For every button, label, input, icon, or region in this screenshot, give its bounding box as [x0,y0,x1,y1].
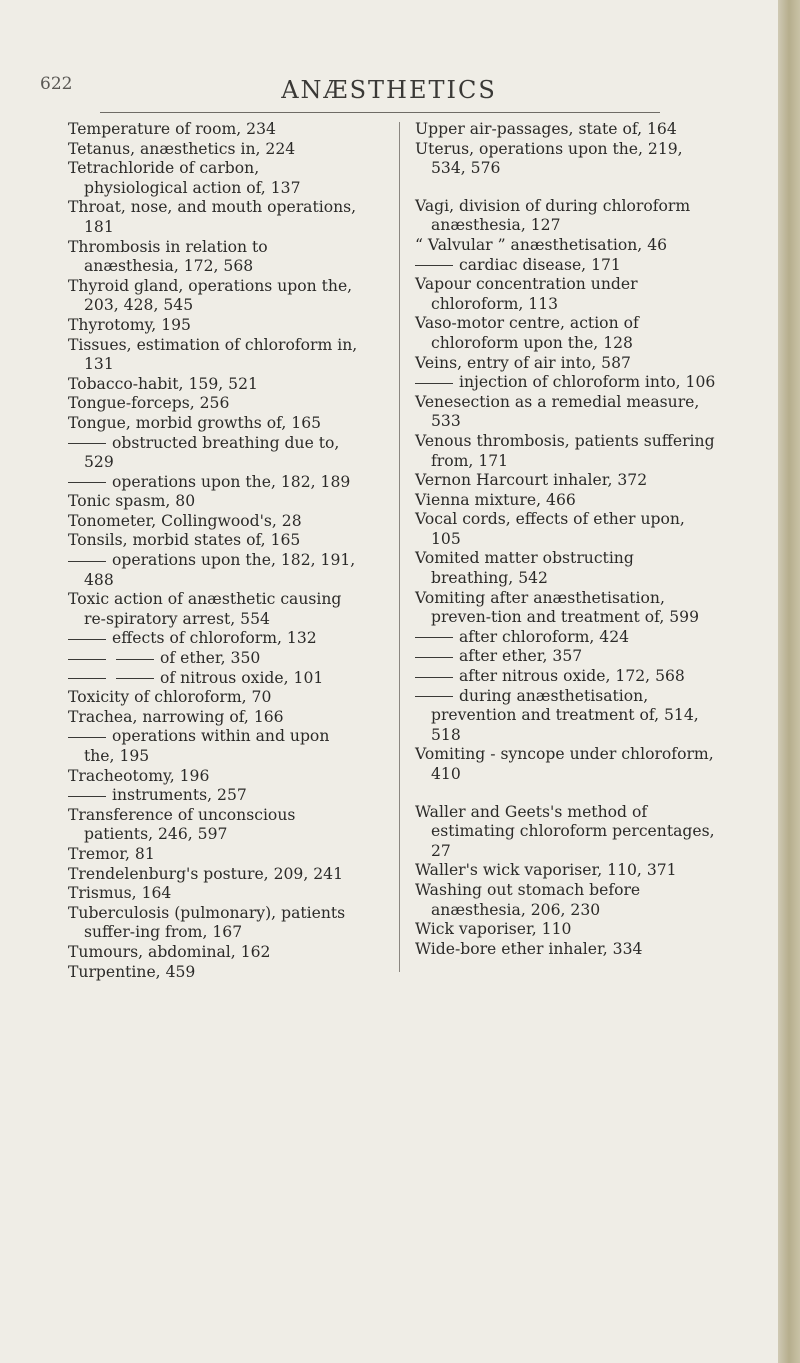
index-entry-text: Tuberculosis (pulmonary), patients suffer-ing from, 167 [68,903,346,942]
index-entry [68,316,358,336]
index-entry-text: Tissues, estimation of chloroform in, 131 [68,335,358,374]
index-entry [68,159,358,198]
index-entry-text: Tongue, morbid growths of, 165 [68,413,322,432]
index-entry-text: Vernon Harcourt inhaler, 372 [415,471,648,490]
ditto-dash [68,443,106,444]
index-entry [68,414,358,434]
ditto-dash [415,265,453,266]
index-entry [68,120,358,140]
index-entry-text: of ether, 350 [160,649,261,668]
index-entry-text: Tracheotomy, 196 [68,766,210,785]
index-subentry [415,647,719,667]
index-entry-text: operations upon the, 182, 189 [112,472,351,491]
index-entry-text: after chloroform, 424 [459,627,630,646]
index-entry-text: of nitrous oxide, 101 [160,668,324,687]
index-entry-text: obstructed breathing due to, 529 [84,433,340,472]
index-entry-text: Vocal cords, effects of ether upon, 105 [415,510,685,548]
index-subentry [415,628,719,648]
index-entry-text: Tetrachloride of carbon, physiological action of, 137 [68,159,301,197]
index-entry-text: Turpentine, 459 [68,962,196,981]
running-head: ANÆSTHETICS [281,76,497,104]
index-subentry [415,256,719,276]
index-entry-text: Trachea, narrowing of, 166 [68,707,284,726]
index-entry-text: Transference of unconscious patients, 246, 597 [68,805,296,844]
index-entry [68,845,358,865]
ditto-dash [68,561,106,562]
index-subentry [68,649,358,669]
index-entry-text: Tobacco-habit, 159, 521 [68,374,258,393]
index-entry [68,512,358,532]
ditto-dash [68,639,106,640]
index-entry [415,314,719,353]
index-entry [415,354,719,374]
index-entry [415,140,719,179]
index-entry-text: Vomiting - syncope under chloroform, 410 [415,745,714,783]
ditto-dash [415,657,453,658]
index-entry [415,881,719,920]
ditto-dash [415,696,453,697]
index-entry [68,492,358,512]
index-entry [415,920,719,940]
index-subentry [68,669,358,689]
index-entry [68,198,358,237]
index-entry-text: during anæsthetisation, prevention and treatment of, 514, 518 [431,686,699,744]
index-entry [68,375,358,395]
index-entry [68,140,358,160]
index-entry-text: Vaso-motor centre, action of chloroform upon the, 128 [415,314,639,352]
index-entry [68,708,358,728]
index-entry-text: cardiac disease, 171 [459,255,621,274]
index-entry-text: Toxic action of anæsthetic causing re-spiratory arrest, 554 [68,590,342,628]
index-entry-text: Throat, nose, and mouth operations, 181 [68,198,357,236]
index-entry [415,510,719,549]
index-entry-text: Tremor, 81 [68,844,155,863]
index-entry-text: Wick vaporiser, 110 [415,920,572,939]
ditto-dash [415,677,453,678]
index-entry-text: operations within and upon the, 195 [84,727,330,765]
index-subentry [68,727,358,766]
index-entry [68,767,358,787]
index-entry [415,197,719,236]
ditto-dash [68,659,106,660]
header-rule [100,112,660,113]
index-entry [415,589,719,628]
ditto-dash [68,796,106,797]
ditto-dash [116,678,154,679]
index-entry-text: Venous thrombosis, patients suffering from, 171 [415,431,715,470]
index-subentry [415,373,719,393]
index-entry [415,393,719,432]
index-entry-text: Vagi, division of during chloroform anæsthesia, 127 [415,196,691,235]
index-column-right [415,120,719,959]
index-entry [415,432,719,471]
index-entry-text: Vapour concentration under chloroform, 113 [415,275,638,313]
index-entry [415,275,719,314]
index-entry-text: Waller's wick vaporiser, 110, 371 [415,861,677,880]
index-entry [68,688,358,708]
index-entry-text: Upper air-passages, state of, 164 [415,120,677,138]
index-entry-text: operations upon the, 182, 191, 488 [84,551,356,589]
ditto-dash [68,482,106,483]
index-entry [68,943,358,963]
ditto-dash [68,737,106,738]
index-entry [68,590,358,629]
index-entry [415,803,719,862]
index-entry-text: Wide-bore ether inhaler, 334 [415,939,643,958]
index-subentry [68,473,358,493]
index-entry [68,865,358,885]
index-entry-text: effects of chloroform, 132 [112,629,317,648]
book-spine-edge [778,0,800,1363]
ditto-dash [68,678,106,679]
index-entry-text: Uterus, operations upon the, 219, 534, 576 [415,139,683,178]
index-entry-text: after ether, 357 [459,647,583,666]
index-subentry [68,629,358,649]
index-entry-text: instruments, 257 [112,786,247,805]
index-column-left [68,120,358,982]
index-entry-text: Toxicity of chloroform, 70 [68,688,272,707]
index-entry-text: Temperature of room, 234 [68,120,276,138]
index-entry-text: Washing out stomach before anæsthesia, 206, 230 [415,880,641,919]
index-entry [68,531,358,551]
index-entry-text: Tumours, abdominal, 162 [68,942,271,961]
index-entry-text: Vienna mixture, 466 [415,490,576,509]
index-entry-text: Veins, entry of air into, 587 [415,353,631,372]
column-divider [399,122,400,972]
index-entry-text: Vomiting after anæsthetisation, preven-tion and treatment of, 599 [415,588,700,627]
index-subentry [68,434,358,473]
index-entry [415,491,719,511]
index-subentry [415,687,719,746]
page-number: 622 [40,74,73,94]
index-entry [68,963,358,983]
index-entry [68,336,358,375]
index-entry-text: Trismus, 164 [68,884,172,903]
index-entry-text: Tongue-forceps, 256 [68,394,230,413]
index-entry-text: after nitrous oxide, 172, 568 [459,667,685,686]
index-entry-text: Thyroid gland, operations upon the, 203, 428, 545 [68,276,353,315]
index-entry [415,861,719,881]
index-entry [68,884,358,904]
ditto-dash [415,383,453,384]
index-entry [68,394,358,414]
index-entry [415,471,719,491]
index-entry-text: Thyrotomy, 195 [68,315,191,334]
index-entry [415,940,719,960]
index-entry-text: Thrombosis in relation to anæsthesia, 172, 568 [68,237,268,276]
index-entry-text: “ Valvular ” anæsthetisation, 46 [415,235,668,254]
index-subentry [68,786,358,806]
index-entry-text: Tonometer, Collingwood's, 28 [68,511,302,530]
ditto-dash [415,637,453,638]
index-entry-text: Venesection as a remedial measure, 533 [415,392,700,431]
index-entry-text: Tonic spasm, 80 [68,492,196,511]
index-entry [415,120,719,140]
index-entry-text: Vomited matter obstructing breathing, 542 [415,549,634,588]
index-entry-text: Tetanus, anæsthetics in, 224 [68,139,296,158]
index-entry [415,236,719,256]
index-entry [415,745,719,784]
index-entry-text: injection of chloroform into, 106 [459,373,716,392]
index-entry-text: Trendelenburg's posture, 209, 241 [68,864,344,883]
index-entry-text: Waller and Geets's method of estimating chloroform percentages, 27 [415,802,715,860]
index-entry-text: Tonsils, morbid states of, 165 [68,531,301,550]
index-subentry [68,551,358,590]
index-entry [68,904,358,943]
ditto-dash [116,659,154,660]
index-entry [415,549,719,588]
index-subentry [415,667,719,687]
index-entry [68,277,358,316]
index-entry [68,238,358,277]
index-entry [68,806,358,845]
